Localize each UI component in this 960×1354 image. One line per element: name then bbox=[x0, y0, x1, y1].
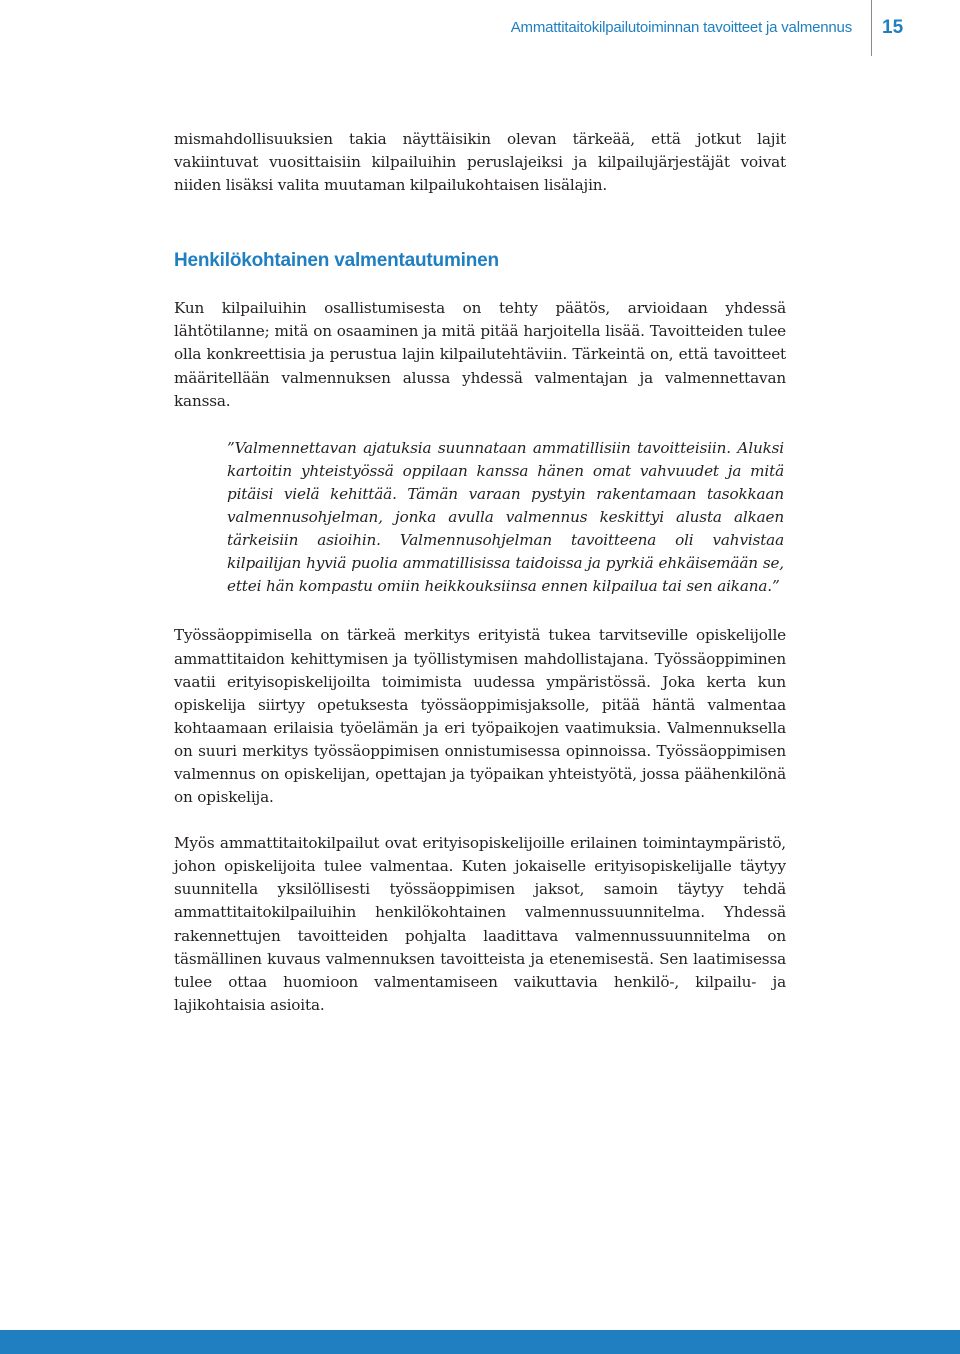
header-divider bbox=[871, 0, 872, 56]
footer-color-bar bbox=[0, 1330, 960, 1354]
running-header-title: Ammattitaitokilpailutoiminnan tavoitteet ja valmennus bbox=[510, 19, 852, 36]
body-paragraph-1: Kun kilpailuihin osallistumisesta on tehty päätös, arvioidaan yhdessä lähtötilanne; mitä on osaaminen ja mitä pitää harjoitella lisää. Tavoitteiden tulee olla konkreettisia ja perustua lajin kilpailutehtäviin. Tärkeintä on, että tavoitteet määritellään valmennuksen alussa yhdessä valmentajan ja valmennettavan kanssa. bbox=[174, 299, 786, 410]
intro-paragraph: mismahdollisuuksien takia näyttäisikin olevan tärkeää, että jotkut lajit vakiintuvat vuosittaisiin kilpailuihin peruslajeiksi ja kilpailujärjestäjät voivat niiden lisäksi valita muutaman kilpailukohtaisen lisälajin. bbox=[174, 130, 786, 195]
page-number: 15 bbox=[882, 17, 904, 38]
body-paragraph-3: Myös ammattitaitokilpailut ovat erityisopiskelijoille erilainen toimintaympäristö, johon opiskelijoita tulee valmentaa. Kuten jokaiselle erityisopiskelijalle täytyy suunnitella yksilöllisesti työssäoppimisen jaksot, samoin täytyy tehdä ammattitaitokilpailuihin henkilökohtainen valmennussuunnitelma. Yhdessä rakennettujen tavoitteiden pohjalta laadittava valmennussuunnitelma on täsmällinen kuvaus valmennuksen tavoitteista ja etenemisestä. Sen laatimisessa tulee ottaa huomioon valmentamiseen vaikuttavia henkilö-, kilpailu- ja lajikohtaisia asioita. bbox=[174, 834, 786, 1014]
body-paragraph-2: Työssäoppimisella on tärkeä merkitys erityistä tukea tarvitseville opiskelijolle ammattitaidon kehittymisen ja työllistymisen mahdollistajana. Työssäoppiminen vaatii erityisopiskelijoilta toimimista uudessa ympäristössä. Joka kerta kun opiskelija siirtyy opetuksesta työssäoppimisjaksolle, pitää häntä valmentaa kohtaamaan erilaisia työelämän ja eri työpaikojen vaatimuksia. Valmennuksella on suuri merkitys työssäoppimisen onnistumisessa opinnoissa. Työssäoppimisen valmennus on opiskelijan, opettajan ja työpaikan yhteistyötä, jossa päähenkilönä on opiskelija. bbox=[174, 626, 786, 807]
page-content bbox=[174, 128, 786, 1017]
section-heading: Henkilökohtainen valmentautuminen bbox=[174, 250, 499, 272]
pull-quote: ”Valmennettavan ajatuksia suunnataan ammatillisiin tavoitteisiin. Aluksi kartoitin yhteistyössä oppilaan kanssa hänen omat vahvuudet ja mitä pitäisi vielä kehittää. Tämän varaan pystyin rakentamaan tasokkaan valmennusohjelman, jonka avulla valmennus keskittyi alusta alkaen tärkeisiin asioihin. Valmennusohjelman tavoitteena oli vahvistaa kilpailijan hyviä puolia ammatillisissa taidoissa ja pyrkiä ehkäisemään se, ettei hän kompastu omiin heikkouksiinsa ennen kilpailua tai sen aikana.” bbox=[227, 438, 784, 596]
